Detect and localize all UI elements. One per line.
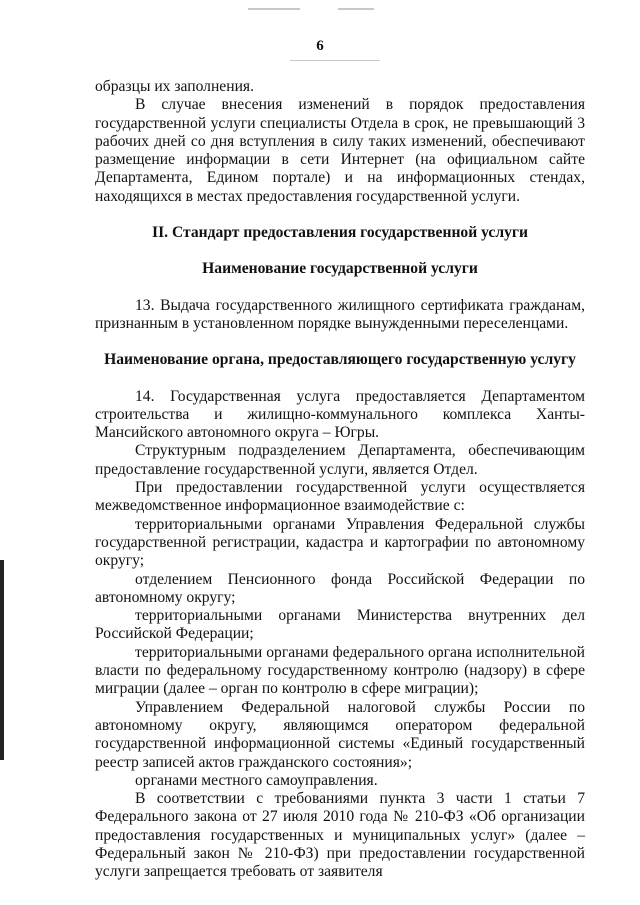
paragraph: Структурным подразделением Департамента, обеспечивающим предоставление государственной услуги, является Отдел. — [95, 442, 585, 478]
list-item: территориальными органами Управления Федеральной службы государственной регистрации, кадастра и картографии по автономному округу; — [95, 515, 585, 570]
paragraph: В соответствии с требованиями пункта 3 части 1 статьи 7 Федерального закона от 27 июля 2010 года № 210-ФЗ «Об организации предоставления государственных и муниципальных услуг» (далее – Федеральный закон № 210-ФЗ) при предоставлении государственной услуги запрещается требовать от заявителя — [95, 790, 585, 881]
paragraph: образцы их заполнения. — [95, 78, 254, 95]
paragraph: При предоставлении государственной услуги осуществляется межведомственное информационное взаимодействие с: — [95, 479, 585, 515]
document-body — [95, 78, 585, 882]
page-number: 6 — [316, 38, 324, 54]
list-item: отделением Пенсионного фонда Российской Федерации по автономному округу; — [95, 570, 585, 606]
list-item: территориальными органами федерального органа исполнительной власти по федеральному государственному контролю (надзору) в сфере миграции (далее – орган по контролю в сфере миграции); — [95, 643, 585, 698]
scan-smudge-top-left — [248, 8, 300, 10]
list-item: Управлением Федеральной налоговой службы России по автономному округу, являющимся оператором федеральной государственной информационной системы «Единый государственный реестр записей актов гражданского состояния»; — [95, 698, 585, 771]
paragraph: 13. Выдача государственного жилищного сертификата гражданам, признанным в установленном порядке вынужденными переселенцами. — [95, 296, 585, 332]
subsection-heading: Наименование органа, предоставляющего государственную услугу — [104, 351, 576, 369]
scan-smudge-under-number — [290, 60, 380, 61]
list-item: территориальными органами Министерства внутренних дел Российской Федерации; — [95, 607, 585, 643]
section-heading: II. Стандарт предоставления государственной услуги — [152, 224, 528, 242]
scan-edge-bar — [0, 560, 4, 760]
scan-smudge-top-right — [338, 8, 374, 10]
subsection-heading: Наименование государственной услуги — [202, 260, 478, 278]
list-item: органами местного самоуправления. — [135, 771, 378, 789]
paragraph: 14. Государственная услуга предоставляется Департаментом строительства и жилищно-коммунального комплекса Ханты-Мансийского автономного округа – Югры. — [95, 387, 585, 442]
paragraph: В случае внесения изменений в порядок предоставления государственной услуги специалисты Отдела в срок, не превышающий 3 рабочих дней со дня вступления в силу таких изменений, обеспечивают размещение информации в сети Интернет (на официальном сайте Департамента, Едином портале) и на информационных стендах, находящихся в местах предоставления государственной услуги. — [95, 96, 585, 205]
